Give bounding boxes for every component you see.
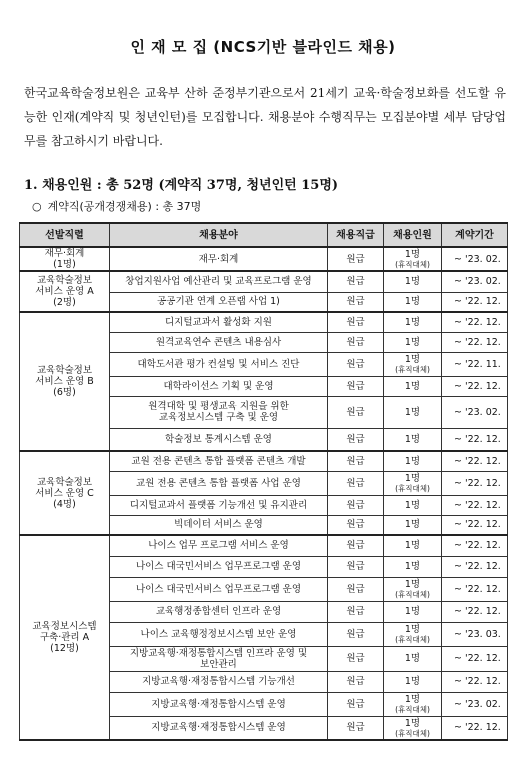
- count-cell: 1명: [384, 601, 442, 622]
- bullet-icon: ○: [32, 200, 42, 213]
- count-cell: 1명: [384, 292, 442, 312]
- period-cell: ~ '22. 12.: [442, 471, 508, 495]
- field-cell: 재무·회계: [110, 247, 328, 271]
- field-cell: 나이스 대국민서비스 업무프로그램 운영: [110, 556, 328, 577]
- period-cell: ~ '22. 12.: [442, 332, 508, 352]
- field-cell: 교원 전용 콘텐츠 통합 플랫폼 콘텐츠 개발: [110, 451, 328, 471]
- grade-cell: 원급: [328, 451, 384, 471]
- count-cell: 1명: [384, 312, 442, 332]
- dept-cell: 교육정보시스템 구축·관리 A (12명): [20, 535, 110, 740]
- count-cell: 1명: [384, 271, 442, 292]
- table-row: [20, 535, 508, 556]
- period-cell: ~ '22. 12.: [442, 577, 508, 601]
- grade-cell: 원급: [328, 396, 384, 428]
- field-cell: 학술정보 통계시스템 운영: [110, 428, 328, 451]
- period-cell: ~ '23. 02.: [442, 396, 508, 428]
- field-cell: 교원 전용 콘텐츠 통합 플랫폼 사업 운영: [110, 471, 328, 495]
- leave-replacement-note: (휴직대체): [395, 590, 430, 599]
- recruitment-table: [19, 222, 508, 741]
- grade-cell: 원급: [328, 692, 384, 716]
- period-cell: ~ '22. 12.: [442, 495, 508, 515]
- table-row: [20, 312, 508, 332]
- count-cell: 1명 (휴직대체): [384, 577, 442, 601]
- field-cell: 공공기관 연계 오픈랩 사업 1): [110, 292, 328, 312]
- sub-heading-text: 계약직(공개경쟁채용) : 총 37명: [47, 200, 202, 213]
- header-grade: 채용직급: [328, 223, 384, 247]
- grade-cell: 원급: [328, 622, 384, 646]
- section-heading: 1. 채용인원 : 총 52명 (계약직 37명, 청년인턴 15명): [24, 178, 339, 193]
- field-cell: 원격대학 및 평생교육 지원을 위한 교육정보시스템 구축 및 운영: [110, 396, 328, 428]
- period-cell: ~ '22. 12.: [442, 428, 508, 451]
- dept-cell: 교육학술정보 서비스 운영 B (6명): [20, 312, 110, 451]
- grade-cell: 원급: [328, 312, 384, 332]
- count-cell: 1명 (휴직대체): [384, 716, 442, 740]
- period-cell: ~ '22. 12.: [442, 376, 508, 396]
- grade-cell: 원급: [328, 601, 384, 622]
- table-body: [20, 247, 508, 740]
- count-cell: 1명: [384, 376, 442, 396]
- table-row: [20, 271, 508, 292]
- period-cell: ~ '23. 02.: [442, 692, 508, 716]
- sub-heading: [32, 198, 201, 214]
- count-cell: 1명: [384, 428, 442, 451]
- grade-cell: 원급: [328, 646, 384, 671]
- field-cell: 디지털교과서 플랫폼 기능개선 및 유지관리: [110, 495, 328, 515]
- period-cell: ~ '22. 12.: [442, 556, 508, 577]
- leave-replacement-note: (휴직대체): [395, 484, 430, 493]
- grade-cell: 원급: [328, 535, 384, 556]
- field-cell: 나이스 대국민서비스 업무프로그램 운영: [110, 577, 328, 601]
- dept-cell: 재무·회계 (1명): [20, 247, 110, 271]
- count-cell: 1명: [384, 535, 442, 556]
- grade-cell: 원급: [328, 471, 384, 495]
- grade-cell: 원급: [328, 271, 384, 292]
- field-cell: 대학라이선스 기획 및 운영: [110, 376, 328, 396]
- grade-cell: 원급: [328, 332, 384, 352]
- grade-cell: 원급: [328, 495, 384, 515]
- grade-cell: 원급: [328, 716, 384, 740]
- grade-cell: 원급: [328, 292, 384, 312]
- count-cell: 1명: [384, 495, 442, 515]
- field-cell: 지방교육행·재정통합시스템 인프라 운영 및 보안관리: [110, 646, 328, 671]
- grade-cell: 원급: [328, 352, 384, 376]
- leave-replacement-note: (휴직대체): [395, 635, 430, 644]
- count-cell: 1명 (휴직대체): [384, 692, 442, 716]
- field-cell: 나이스 업무 프로그램 서비스 운영: [110, 535, 328, 556]
- field-cell: 나이스 교육행정정보시스템 보안 운영: [110, 622, 328, 646]
- period-cell: ~ '22. 12.: [442, 671, 508, 692]
- period-cell: ~ '22. 12.: [442, 535, 508, 556]
- header-period: 계약기간: [442, 223, 508, 247]
- field-cell: 빅데이터 서비스 운영: [110, 515, 328, 535]
- grade-cell: 원급: [328, 556, 384, 577]
- leave-replacement-note: (휴직대체): [395, 365, 430, 374]
- dept-cell: 교육학술정보 서비스 운영 A (2명): [20, 271, 110, 312]
- count-cell: 1명: [384, 515, 442, 535]
- page-title: 인 재 모 집 (NCS기반 블라인드 채용): [130, 38, 396, 56]
- leave-replacement-note: (휴직대체): [395, 728, 430, 738]
- count-cell: 1명: [384, 332, 442, 352]
- count-cell: 1명: [384, 671, 442, 692]
- grade-cell: 원급: [328, 577, 384, 601]
- period-cell: ~ '23. 02.: [442, 271, 508, 292]
- count-cell: 1명: [384, 556, 442, 577]
- field-cell: 원격교육연수 콘텐츠 내용심사: [110, 332, 328, 352]
- field-cell: 지방교육행·재정통합시스템 운영: [110, 692, 328, 716]
- dept-cell: 교육학술정보 서비스 운영 C (4명): [20, 451, 110, 535]
- period-cell: ~ '23. 03.: [442, 622, 508, 646]
- count-cell: 1명 (휴직대체): [384, 622, 442, 646]
- count-cell: 1명 (휴직대체): [384, 471, 442, 495]
- header-count: 채용인원: [384, 223, 442, 247]
- grade-cell: 원급: [328, 515, 384, 535]
- leave-replacement-note: (휴직대체): [395, 260, 430, 269]
- period-cell: ~ '22. 12.: [442, 601, 508, 622]
- table-row: [20, 247, 508, 271]
- field-cell: 창업지원사업 예산관리 및 교육프로그램 운영: [110, 271, 328, 292]
- table-header-row: [20, 223, 508, 247]
- field-cell: 디지털교과서 활성화 지원: [110, 312, 328, 332]
- count-cell: 1명: [384, 396, 442, 428]
- period-cell: ~ '22. 12.: [442, 716, 508, 740]
- field-cell: 교육행정종합센터 인프라 운영: [110, 601, 328, 622]
- field-cell: 대학도서관 평가 컨설팅 및 서비스 진단: [110, 352, 328, 376]
- grade-cell: 원급: [328, 428, 384, 451]
- period-cell: ~ '22. 12.: [442, 646, 508, 671]
- grade-cell: 원급: [328, 247, 384, 271]
- grade-cell: 원급: [328, 671, 384, 692]
- period-cell: ~ '22. 12.: [442, 312, 508, 332]
- table-row: [20, 451, 508, 471]
- header-field: 채용분야: [110, 223, 328, 247]
- period-cell: ~ '22. 12.: [442, 451, 508, 471]
- count-cell: 1명: [384, 646, 442, 671]
- count-cell: 1명: [384, 451, 442, 471]
- intro-paragraph: 한국교육학술정보원은 교육부 산하 준정부기관으로서 21세기 교육·학술정보화를 선도할 유능한 인재(계약직 및 청년인턴)를 모집합니다. 채용분야 수행직무는 모집분야별 세부 담당업무를 참고하시기 바랍니다.: [24, 86, 506, 148]
- period-cell: ~ '23. 02.: [442, 247, 508, 271]
- field-cell: 지방교육행·재정통합시스템 운영: [110, 716, 328, 740]
- period-cell: ~ '22. 11.: [442, 352, 508, 376]
- period-cell: ~ '22. 12.: [442, 292, 508, 312]
- count-cell: 1명 (휴직대체): [384, 352, 442, 376]
- field-cell: 지방교육행·재정통합시스템 기능개선: [110, 671, 328, 692]
- period-cell: ~ '22. 12.: [442, 515, 508, 535]
- grade-cell: 원급: [328, 376, 384, 396]
- leave-replacement-note: (휴직대체): [395, 705, 430, 714]
- count-cell: 1명 (휴직대체): [384, 247, 442, 271]
- header-dept: 선발직렬: [20, 223, 110, 247]
